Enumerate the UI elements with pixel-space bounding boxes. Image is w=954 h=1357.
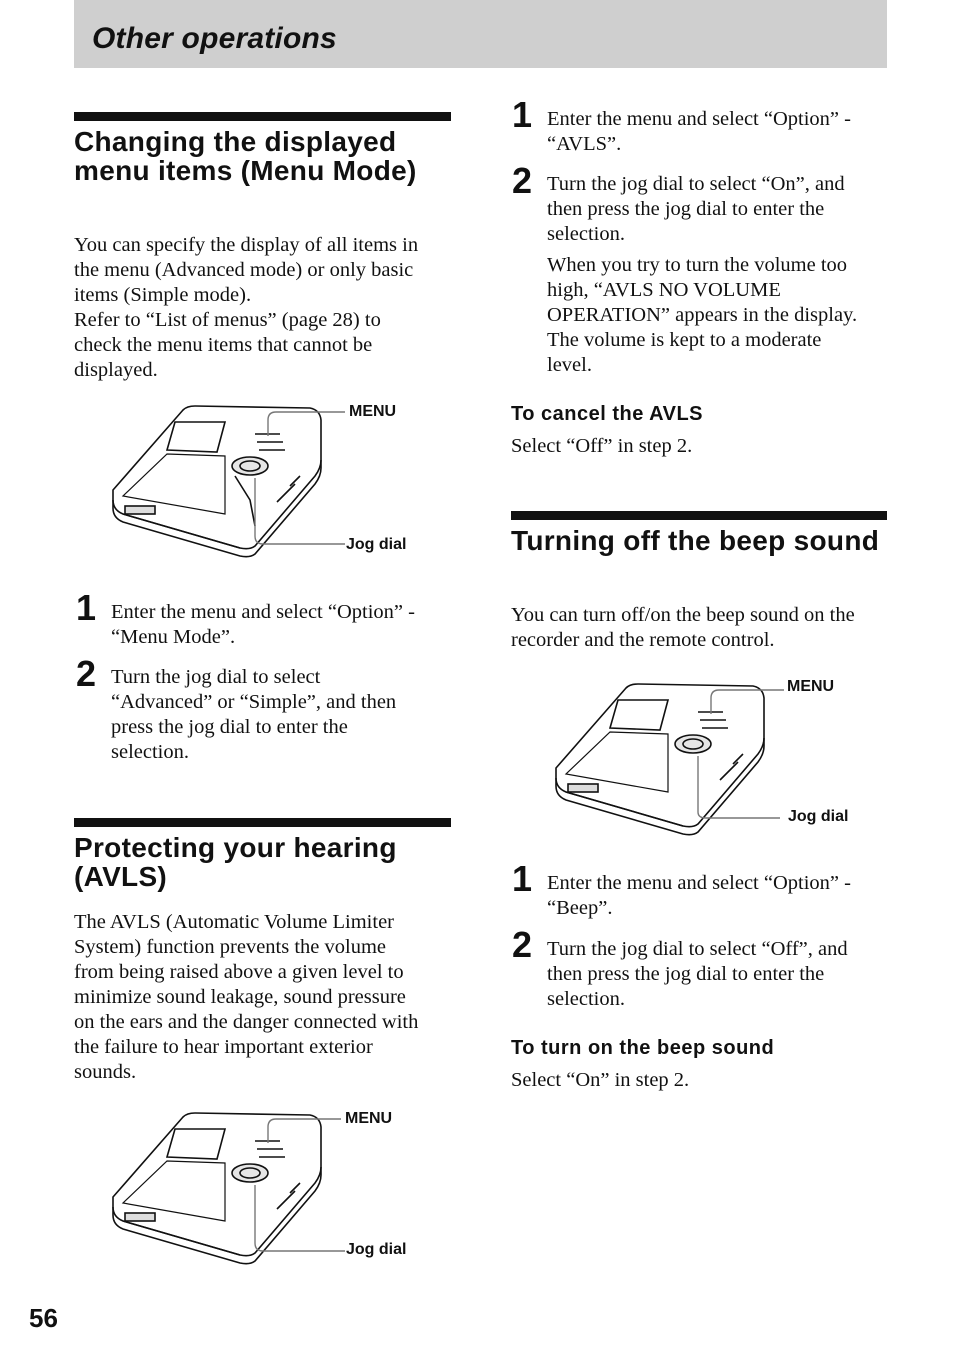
step-number: 2	[512, 160, 533, 201]
text-line: sounds.	[74, 1061, 137, 1083]
page-header	[74, 0, 887, 68]
text-line: then press the jog dial to enter the	[547, 198, 825, 220]
avls-note	[547, 253, 857, 378]
text-line: check the menu items that cannot be	[74, 334, 373, 356]
step-text	[547, 107, 851, 157]
text-line: Enter the menu and select “Option” -	[547, 872, 851, 894]
recorder-illustration	[105, 398, 425, 558]
text-line: Refer to “List of menus” (page 28) to	[74, 309, 381, 331]
turn-on-beep-text: Select “On” in step 2.	[511, 1069, 690, 1091]
text-line: the failure to hear important exterior	[74, 1036, 373, 1058]
turn-on-beep-heading: To turn on the beep sound	[511, 1037, 775, 1059]
step-text	[547, 937, 848, 1012]
text-line: minimize sound leakage, sound pressure	[74, 986, 406, 1008]
text-line: items (Simple mode).	[74, 284, 252, 306]
step-number: 1	[512, 858, 533, 899]
step-number: 2	[76, 653, 97, 694]
section-rule	[74, 112, 451, 121]
step-text	[547, 172, 845, 247]
jog-dial-callout: Jog dial	[346, 536, 407, 553]
menu-mode-heading: Changing the displayed menu items (Menu Mode)	[74, 126, 417, 186]
text-line: Turn the jog dial to select “On”, and	[547, 173, 845, 195]
text-line: The volume is kept to a moderate	[547, 329, 822, 351]
cancel-avls-text: Select “Off” in step 2.	[511, 435, 693, 457]
text-line: selection.	[547, 988, 625, 1010]
text-line: “Advanced” or “Simple”, and then	[111, 691, 397, 713]
page-number: 56	[29, 1303, 58, 1333]
menu-callout: MENU	[787, 678, 835, 695]
text-line: When you try to turn the volume too	[547, 254, 848, 276]
text-line: high, “AVLS NO VOLUME	[547, 279, 781, 301]
step-number: 1	[512, 94, 533, 135]
text-line: You can turn off/on the beep sound on the	[511, 604, 855, 626]
text-line: selection.	[547, 223, 625, 245]
menu-callout: MENU	[349, 403, 397, 420]
text-line: displayed.	[74, 359, 158, 381]
text-line: Turn the jog dial to select	[111, 666, 321, 688]
beep-heading: Turning off the beep sound	[511, 525, 880, 556]
text-line: “Menu Mode”.	[111, 626, 236, 648]
step-text	[111, 600, 415, 650]
avls-heading: Protecting your hearing (AVLS)	[74, 832, 397, 892]
text-line: selection.	[111, 741, 189, 763]
page-title: Other operations	[92, 22, 337, 55]
text-line: on the ears and the danger connected with	[74, 1011, 419, 1033]
text-line: the menu (Advanced mode) or only basic	[74, 259, 414, 281]
step-text	[111, 665, 396, 765]
step-number: 2	[512, 924, 533, 965]
text-line: Enter the menu and select “Option” -	[111, 601, 415, 623]
section-rule	[74, 818, 451, 827]
cancel-avls-heading: To cancel the AVLS	[511, 403, 703, 425]
text-line: “Beep”.	[547, 897, 613, 919]
text-line: from being raised above a given level to	[74, 961, 404, 983]
text-line: level.	[547, 354, 592, 376]
text-line: System) function prevents the volume	[74, 936, 386, 958]
text-line: “AVLS”.	[547, 133, 622, 155]
beep-intro	[511, 603, 855, 653]
jog-dial-callout: Jog dial	[346, 1241, 407, 1258]
recorder-illustration	[548, 676, 868, 836]
text-line: press the jog dial to enter the	[111, 716, 348, 738]
text-line: then press the jog dial to enter the	[547, 963, 825, 985]
jog-dial-callout: Jog dial	[788, 808, 849, 825]
text-line: OPERATION” appears in the display.	[547, 304, 858, 326]
section-rule	[511, 511, 887, 520]
text-line: Enter the menu and select “Option” -	[547, 108, 851, 130]
md-recorder-drawing	[105, 398, 425, 558]
recorder-illustration	[105, 1105, 425, 1265]
text-line: Turn the jog dial to select “Off”, and	[547, 938, 848, 960]
avls-intro	[74, 910, 418, 1085]
text-line: You can specify the display of all items in	[74, 234, 419, 256]
menu-mode-intro	[74, 233, 418, 383]
text-line: The AVLS (Automatic Volume Limiter	[74, 911, 395, 933]
menu-callout: MENU	[345, 1110, 393, 1127]
step-number: 1	[76, 587, 97, 628]
text-line: recorder and the remote control.	[511, 629, 775, 651]
step-text	[547, 871, 851, 921]
